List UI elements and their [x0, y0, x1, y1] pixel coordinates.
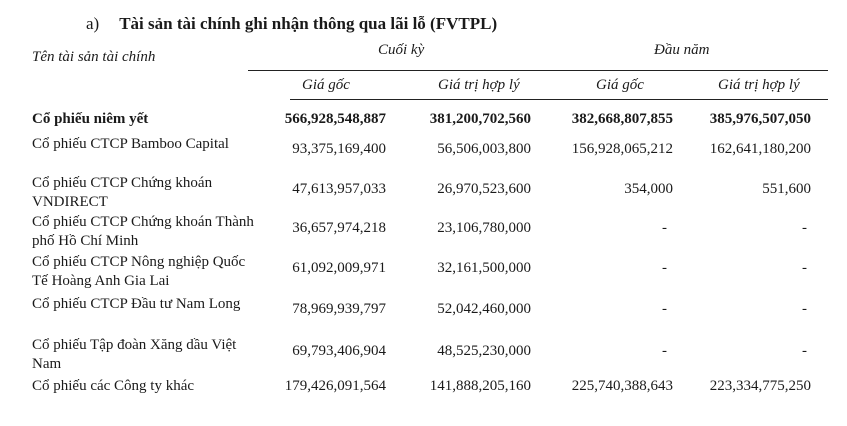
row-end-fair-value: 23,106,780,000 [437, 220, 531, 236]
row-end-cost: 93,375,169,400 [292, 141, 386, 157]
row-name: Cổ phiếu CTCP Nông nghiệp Quốc Tế Hoàng Anh Gia Lai [32, 254, 246, 289]
row-start-fair-value: - [802, 343, 807, 359]
row-name: Cổ phiếu CTCP Đầu tư Nam Long [32, 296, 241, 312]
section-number: a) [86, 14, 100, 33]
header-period-end: Cuối kỳ [378, 42, 425, 58]
header-rule [248, 70, 828, 71]
row-end-cost: 566,928,548,887 [284, 111, 386, 127]
row-name: Cổ phiếu CTCP Chứng khoán Thành phố Hồ Chí Minh [32, 214, 254, 249]
row-start-cost: 225,740,388,643 [571, 378, 673, 394]
row-end-cost: 69,793,406,904 [292, 343, 386, 359]
row-start-cost: - [662, 260, 667, 276]
header-name-col: Tên tài sản tài chính [32, 49, 156, 65]
row-start-cost: 156,928,065,212 [571, 141, 673, 157]
row-start-fair-value: 162,641,180,200 [709, 141, 811, 157]
header-end-fair-value: Giá trị hợp lý [438, 77, 520, 93]
row-end-fair-value: 32,161,500,000 [437, 260, 531, 276]
row-end-fair-value: 48,525,230,000 [437, 343, 531, 359]
row-end-cost: 36,657,974,218 [292, 220, 386, 236]
row-start-cost: - [662, 220, 667, 236]
header-period-start: Đầu năm [654, 42, 710, 58]
row-end-cost: 47,613,957,033 [292, 181, 386, 197]
row-start-cost: 382,668,807,855 [571, 111, 673, 127]
row-start-fair-value: - [802, 260, 807, 276]
row-name: Cổ phiếu niêm yết [32, 111, 149, 127]
row-name: Cổ phiếu Tập đoàn Xăng dầu Việt Nam [32, 337, 237, 372]
header-end-cost: Giá gốc [302, 77, 350, 93]
row-start-fair-value: 223,334,775,250 [709, 378, 811, 394]
row-end-fair-value: 56,506,003,800 [437, 141, 531, 157]
row-start-cost: - [662, 301, 667, 317]
row-start-cost: - [662, 343, 667, 359]
section-title [86, 14, 497, 34]
row-end-fair-value: 141,888,205,160 [429, 378, 531, 394]
row-start-fair-value: 385,976,507,050 [709, 111, 811, 127]
subheader-rule [290, 99, 828, 100]
header-start-cost: Giá gốc [596, 77, 644, 93]
row-end-cost: 179,426,091,564 [284, 378, 386, 394]
row-name: Cổ phiếu CTCP Chứng khoán VNDIRECT [32, 175, 213, 210]
row-end-fair-value: 381,200,702,560 [429, 111, 531, 127]
row-start-cost: 354,000 [624, 181, 673, 197]
row-start-fair-value: 551,600 [762, 181, 811, 197]
row-name: Cổ phiếu các Công ty khác [32, 378, 195, 394]
row-start-fair-value: - [802, 301, 807, 317]
row-end-fair-value: 52,042,460,000 [437, 301, 531, 317]
header-start-fair-value: Giá trị hợp lý [718, 77, 800, 93]
row-start-fair-value: - [802, 220, 807, 236]
row-end-cost: 78,969,939,797 [292, 301, 386, 317]
row-end-cost: 61,092,009,971 [292, 260, 386, 276]
row-end-fair-value: 26,970,523,600 [437, 181, 531, 197]
section-title-text: Tài sản tài chính ghi nhận thông qua lãi lỗ (FVTPL) [119, 14, 498, 33]
row-name: Cổ phiếu CTCP Bamboo Capital [32, 136, 229, 152]
